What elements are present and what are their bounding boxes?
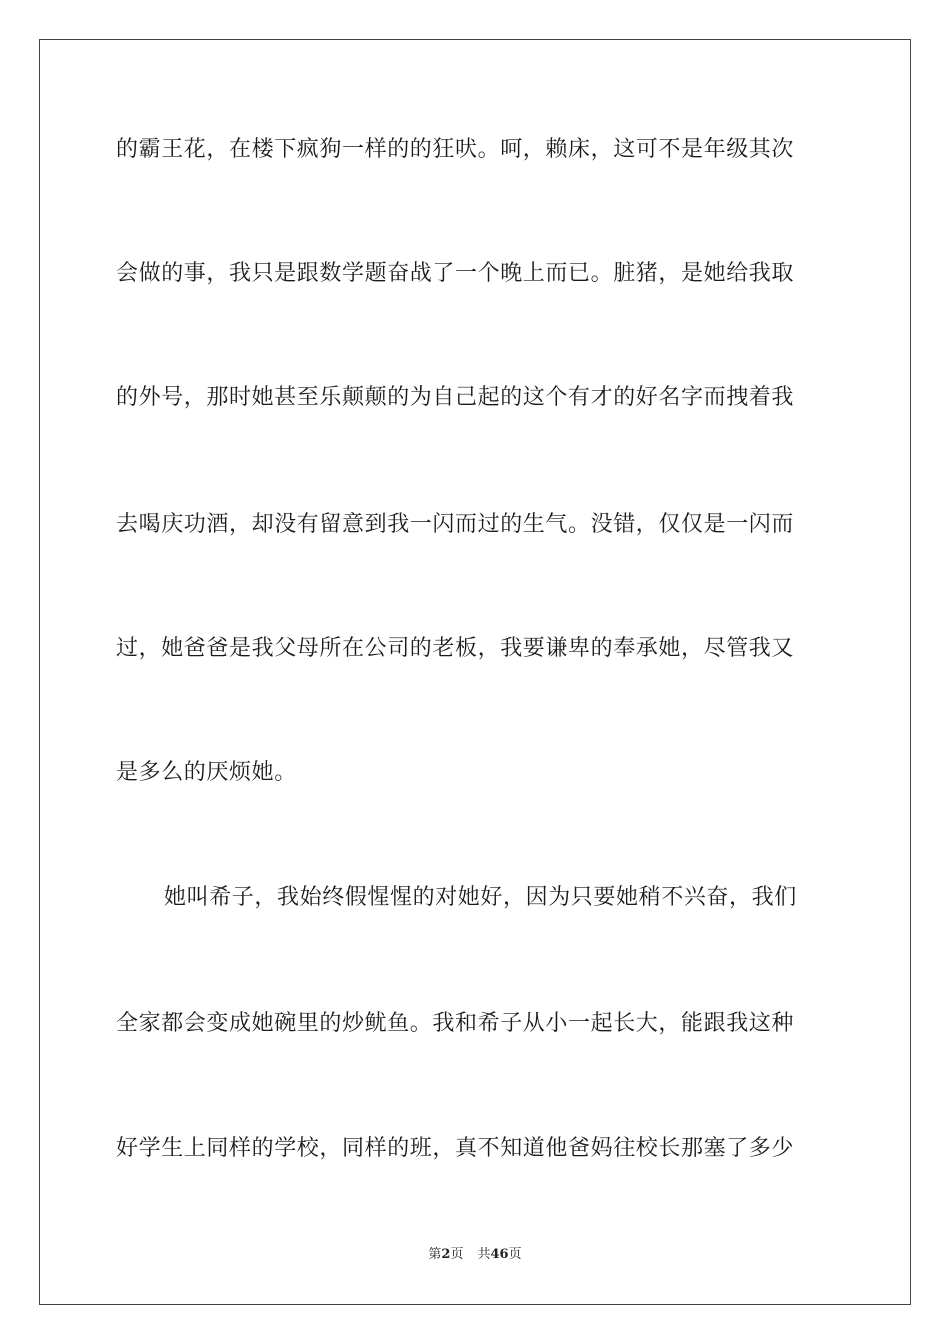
page-suffix: 页 bbox=[450, 1247, 464, 1262]
total-prefix: 共 bbox=[477, 1247, 491, 1262]
text-line-9: 好学生上同样的学校，同样的班，真不知道他爸妈往校长那塞了多少 bbox=[116, 1136, 795, 1161]
text-line-8: 全家都会变成她碗里的炒鱿鱼。我和希子从小一起长大，能跟我这种 bbox=[116, 1011, 795, 1036]
total-suffix: 页 bbox=[508, 1247, 522, 1262]
text-line-4: 去喝庆功酒，却没有留意到我一闪而过的生气。没错，仅仅是一闪而 bbox=[116, 512, 795, 537]
page-prefix: 第 bbox=[428, 1247, 442, 1262]
page-footer bbox=[0, 1246, 950, 1264]
total-pages: 46 bbox=[490, 1247, 509, 1262]
text-line-2: 会做的事，我只是跟数学题奋战了一个晚上而已。脏猪，是她给我取 bbox=[116, 261, 795, 286]
page-number: 2 bbox=[441, 1247, 451, 1262]
text-line-5: 过，她爸爸是我父母所在公司的老板，我要谦卑的奉承她，尽管我又 bbox=[116, 636, 795, 661]
text-line-7: 她叫希子，我始终假惺惺的对她好，因为只要她稍不兴奋，我们 bbox=[164, 885, 797, 910]
text-line-6: 是多么的厌烦她。 bbox=[116, 760, 297, 785]
page-border bbox=[39, 39, 911, 1305]
text-line-3: 的外号，那时她甚至乐颠颠的为自己起的这个有才的好名字而拽着我 bbox=[116, 385, 795, 410]
text-line-1: 的霸王花，在楼下疯狗一样的的狂吠。呵，赖床，这可不是年级其次 bbox=[116, 137, 795, 162]
